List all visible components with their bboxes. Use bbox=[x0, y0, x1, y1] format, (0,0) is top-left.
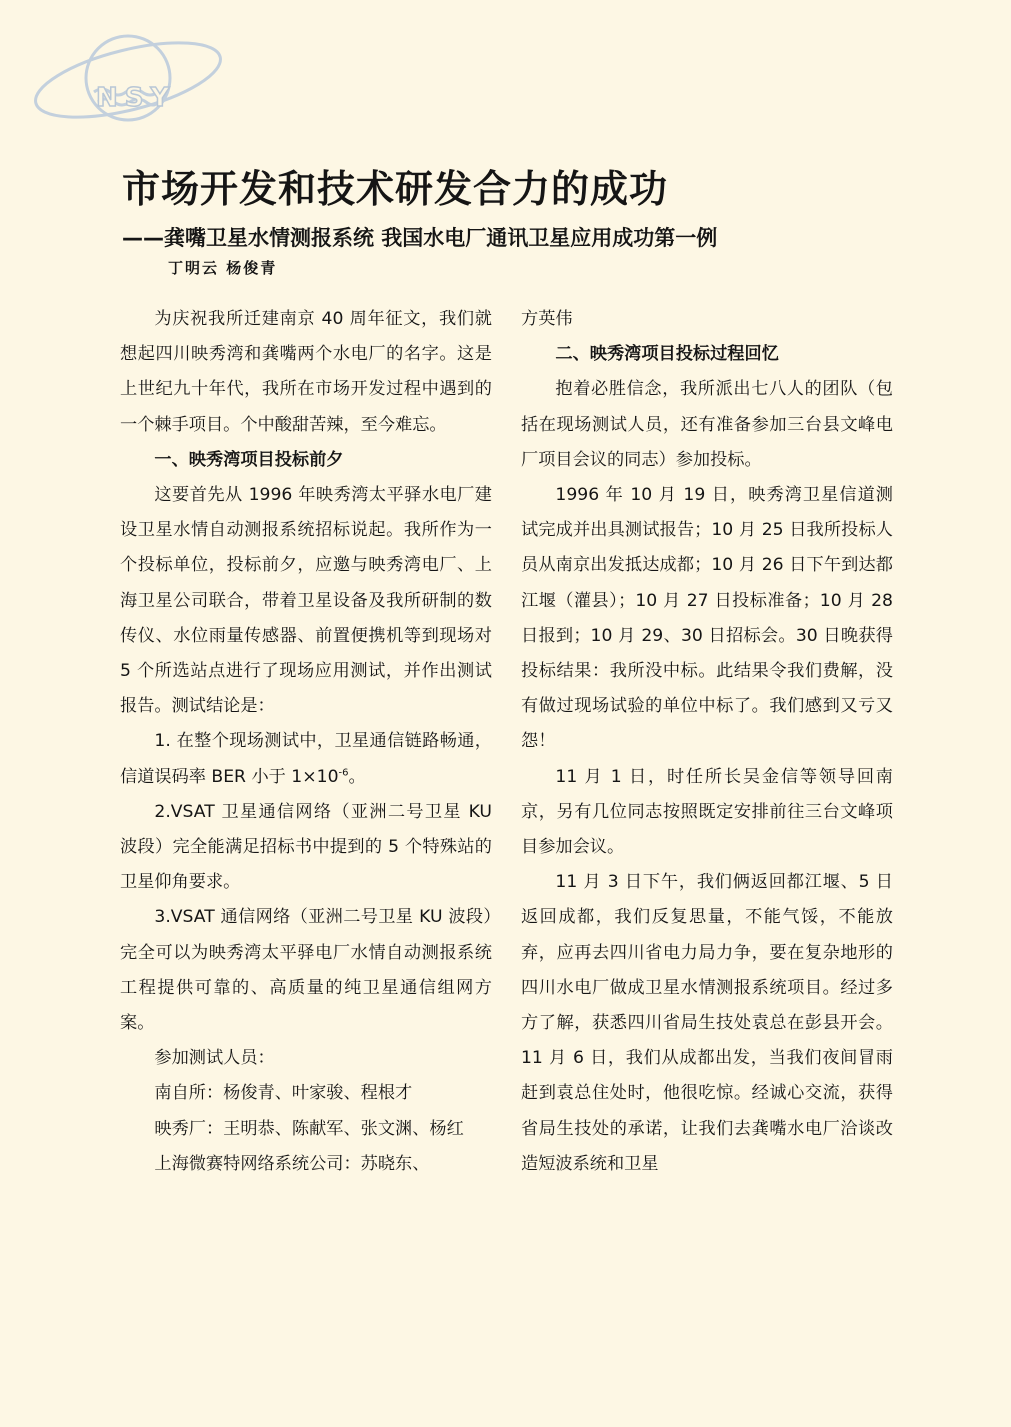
paragraph: 11 月 1 日，时任所长吴金信等领导回南京，另有几位同志按照既定安排前往三台文峰项目参加会议。 bbox=[521, 766, 893, 858]
right-column bbox=[521, 302, 893, 1182]
section-heading: 二、映秀湾项目投标过程回忆 bbox=[555, 344, 779, 365]
article-title: 市场开发和技术研发合力的成功 bbox=[122, 166, 669, 211]
globe-orbit-icon bbox=[28, 28, 228, 128]
ber-text: 1. 在整个现场测试中，卫星通信链路畅通，信道误码率 BER 小于 1×10 bbox=[120, 731, 492, 787]
nsy-logo bbox=[28, 28, 228, 128]
paragraph: 参加测试人员： bbox=[154, 1048, 275, 1069]
left-column bbox=[120, 302, 492, 1182]
paragraph: 11 月 3 日下午，我们俩返回都江堰、5 日返回成都，我们反复思量，不能气馁，不能放弃，应再去四川省电力局力争，要在复杂地形的四川水电厂做成卫星水情测报系统项目。经过多方了解，获悉四川省局生技处袁总在彭县开会。11 月 6 日，我们从成都出发，当我们夜间冒雨赶到袁总住处时，他很吃惊。经诚心交流，获得省局生技处的承诺，让我们去龚嘴水电厂洽谈改造短波系统和卫星 bbox=[521, 872, 893, 1174]
paragraph: 1996 年 10 月 19 日，映秀湾卫星信道测试完成并出具测试报告；10 月 25 日我所投标人员从南京出发抵达成都；10 月 26 日下午到达都江堰（灌县）；10 月 27 日投标准备；10 月 28 日报到；10 月 29、30 日招标会。30 日晚获得投标结果：我所没中标。此结果令我们费解，没有做过现场试验的单位中标了。我们感到又亏又怨！ bbox=[521, 485, 893, 752]
section-heading: 一、映秀湾项目投标前夕 bbox=[154, 449, 344, 470]
paragraph: 2.VSAT 卫星通信网络（亚洲二号卫星 KU 波段）完全能满足招标书中提到的 5 个特殊站的卫星仰角要求。 bbox=[120, 801, 492, 893]
paragraph: 上海微赛特网络系统公司：苏晓东、 bbox=[154, 1153, 430, 1174]
paragraph: 映秀厂：王明恭、陈献军、张文渊、杨红 bbox=[154, 1118, 464, 1139]
paragraph bbox=[120, 724, 492, 794]
logo-text: NSY bbox=[96, 83, 177, 113]
article-subtitle: ——龚嘴卫星水情测报系统 我国水电厂通讯卫星应用成功第一例 bbox=[122, 226, 718, 250]
article-authors: 丁明云 杨俊青 bbox=[168, 259, 278, 277]
ber-exponent: -6 bbox=[338, 766, 349, 778]
paragraph: 3.VSAT 通信网络（亚洲二号卫星 KU 波段）完全可以为映秀湾太平驿电厂水情自动测报系统工程提供可靠的、高质量的纯卫星通信组网方案。 bbox=[120, 907, 492, 1034]
paragraph: 为庆祝我所迁建南京 40 周年征文，我们就想起四川映秀湾和龚嘴两个水电厂的名字。这是上世纪九十年代，我所在市场开发过程中遇到的一个棘手项目。个中酸甜苦辣，至今难忘。 bbox=[120, 309, 492, 435]
paragraph-continued: 方英伟 bbox=[521, 309, 573, 329]
paragraph: 抱着必胜信念，我所派出七八人的团队（包括在现场测试人员，还有准备参加三台县文峰电厂项目会议的同志）参加投标。 bbox=[521, 379, 893, 470]
ber-suffix: 。 bbox=[348, 766, 366, 787]
paragraph: 南自所：杨俊青、叶家骏、程根才 bbox=[154, 1083, 413, 1104]
paragraph: 这要首先从 1996 年映秀湾太平驿水电厂建设卫星水情自动测报系统招标说起。我所作为一个投标单位，投标前夕，应邀与映秀湾电厂、上海卫星公司联合，带着卫星设备及我所研制的数传仪、水位雨量传感器、前置便携机等到现场对 5 个所选站点进行了现场应用测试，并作出测试报告。测试结论是： bbox=[120, 485, 492, 717]
